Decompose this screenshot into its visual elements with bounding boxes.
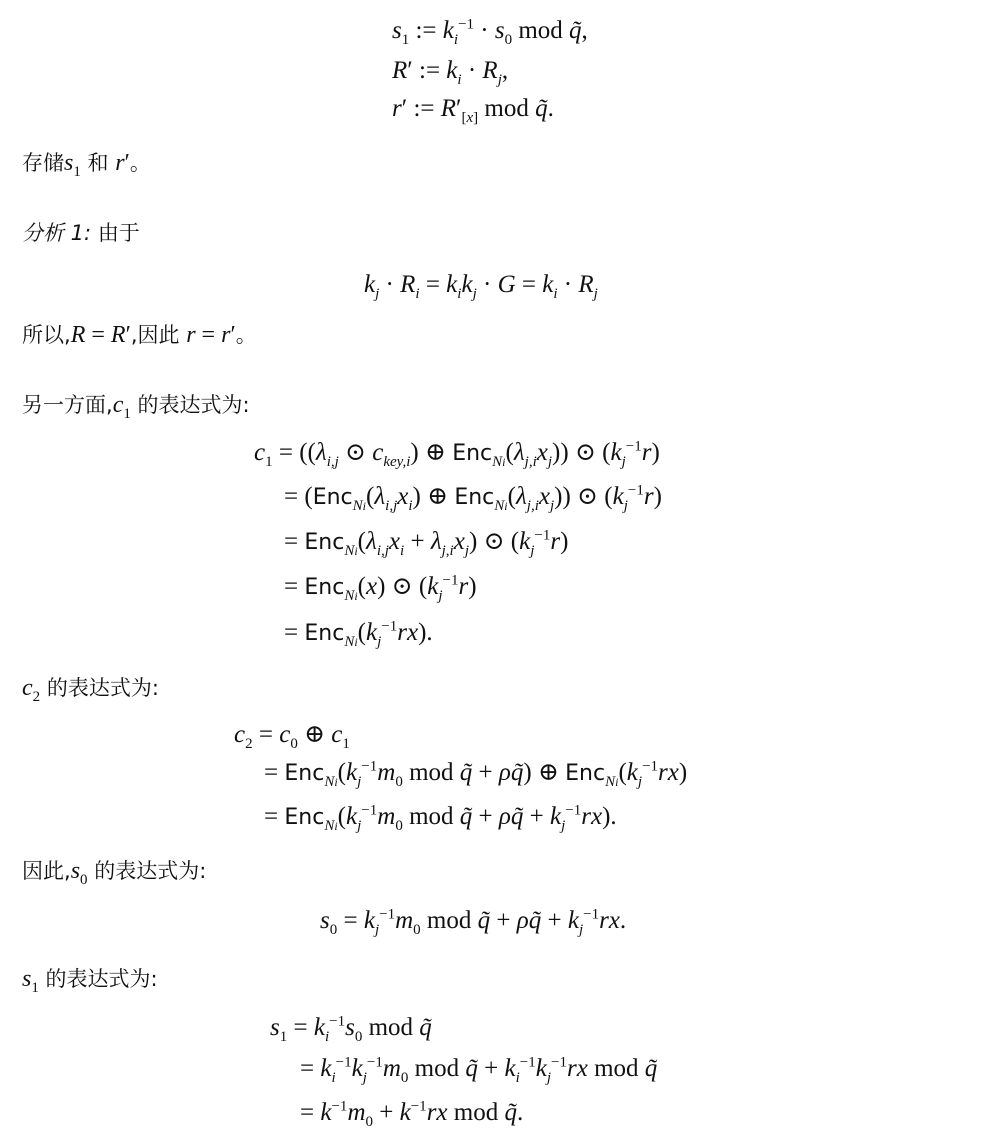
c1-line-3: = $Enc_{Ni}(\lambda_{i,j}x_i + \lambda_{j,i}x_j)$ ⊙ $(k_j^{-1}r)$ — [284, 527, 569, 559]
store-line: 存储$s_1$ 和 r′。 — [22, 150, 151, 180]
s1-line-3: = $k^{-1}m_0 + k^{-1}rx$ mod q̃. — [300, 1098, 524, 1130]
eq-s1-def: $s_1$ := $k_i^{-1} \cdot s_0$ mod q̃, — [392, 16, 588, 48]
c2-intro: $c_2$ 的表达式为: — [22, 675, 159, 705]
so-line: 所以,R = R′,因此 r = r′。 — [22, 322, 257, 348]
c2-line-3: = $Enc_{Ni}(k_j^{-1}m_0$ mod q̃ + ρq̃ + $k_j^{-1}rx$). — [264, 802, 617, 834]
s1-intro: $s_1$ 的表达式为: — [22, 966, 158, 996]
s0-equation: $s_0 = k_j^{-1}m_0$ mod q̃ + ρq̃ + $k_j^{-1}rx$. — [320, 906, 627, 938]
analysis-heading: 分析 1: 由于 — [22, 221, 140, 245]
s1-line-2: = $k_i^{-1}k_j^{-1}m_0$ mod q̃ + $k_i^{-1}k_j^{-1}rx$ mod q̃ — [300, 1054, 658, 1086]
c1-intro: 另一方面$,c_1$ 的表达式为: — [22, 392, 250, 422]
c2-line-2: = $Enc_{Ni}(k_j^{-1}m_0$ mod q̃ + ρq̃) ⊕ $Enc_{Ni}(k_j^{-1}rx)$ — [264, 758, 688, 790]
c1-line-2: = ($Enc_{Ni}(\lambda_{i,j}x_i)$ ⊕ $Enc_{Ni}(\lambda_{j,i}x_j)$) ⊙ $(k_j^{-1}r)$ — [284, 482, 662, 514]
eq-Rprime-def: R′ := $k_i \cdot R_j$, — [392, 57, 509, 88]
eq-commutative: $k_j \cdot R_i = k_ik_j \cdot G = k_i \cdot R_j$ — [364, 271, 598, 302]
c1-line-4: = Enc$_{Ni}$(x) ⊙ $(k_j^{-1}r)$ — [284, 572, 477, 604]
c1-line-5: = $Enc_{Ni}(k_j^{-1}rx)$. — [284, 618, 433, 650]
s1-line-1: $s_1 = k_i^{-1}s_0$ mod q̃ — [270, 1013, 432, 1045]
s0-intro: 因此$,s_0$ 的表达式为: — [22, 858, 207, 888]
c1-line-1: $c_1 = ((\lambda_{i,j}$ ⊙ $c_{key,i}$) ⊕ $Enc_{Ni}(\lambda_{j,i}x_j)$) ⊙ $(k_j^{-1}r)$ — [254, 438, 660, 470]
eq-rprime-def: r′ := $R'_{[x]}$ mod q̃. — [392, 95, 554, 126]
c2-line-1: $c_2 = c_0$ ⊕ $c_1$ — [234, 721, 350, 752]
